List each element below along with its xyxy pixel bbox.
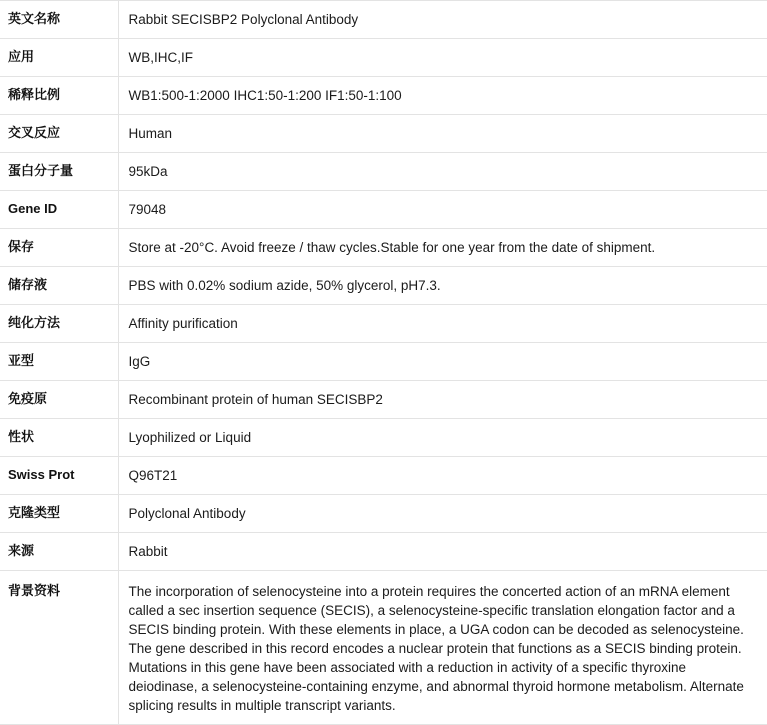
table-row [0, 533, 767, 571]
row-label: 稀释比例 [0, 77, 118, 115]
table-row [0, 153, 767, 191]
row-value: Lyophilized or Liquid [128, 430, 252, 445]
table-row [0, 267, 767, 305]
row-value: Rabbit SECISBP2 Polyclonal Antibody [128, 12, 359, 27]
row-value: Recombinant protein of human SECISBP2 [128, 392, 383, 407]
row-label: 亚型 [0, 343, 118, 381]
row-label: 来源 [0, 533, 118, 571]
row-label: 克隆类型 [0, 495, 118, 533]
table-row [0, 457, 767, 495]
table-row [0, 571, 767, 725]
table-row [0, 115, 767, 153]
row-value: The incorporation of selenocysteine into a protein requires the concerted action of an mRNA element called a sec insertion sequence (SECIS), a selenocysteine-specific translation elongation factor and a SECIS binding protein. With these elements in place, a UGA codon can be decoded as selenocysteine. The gene described in this record encodes a nuclear protein that functions as a SECIS binding protein. Mutations in this gene have been associated with a reduction in activity of a specific thyroxine deiodinase, a selenocysteine-containing enzyme, and abnormal thyroid hormone metabolism. Alternate splicing results in multiple transcript variants. [128, 584, 744, 713]
table-row [0, 77, 767, 115]
table-row [0, 305, 767, 343]
row-label: 应用 [0, 39, 118, 77]
row-value: Rabbit [128, 544, 168, 559]
table-row [0, 419, 767, 457]
row-value: Q96T21 [128, 468, 178, 483]
row-label: 英文名称 [0, 1, 118, 39]
row-value: Polyclonal Antibody [128, 506, 246, 521]
table-row [0, 381, 767, 419]
row-label: Gene ID [0, 191, 118, 229]
row-label: 储存液 [0, 267, 118, 305]
row-value: IgG [128, 354, 151, 369]
table-row [0, 495, 767, 533]
row-value: Store at -20°C. Avoid freeze / thaw cycles.Stable for one year from the date of shipment. [128, 240, 656, 255]
row-label: 性状 [0, 419, 118, 457]
row-value: 79048 [128, 202, 167, 217]
table-row [0, 343, 767, 381]
row-value: WB,IHC,IF [128, 50, 193, 65]
row-label: 保存 [0, 229, 118, 267]
row-label: 蛋白分子量 [0, 153, 118, 191]
row-value: 95kDa [128, 164, 168, 179]
row-label: Swiss Prot [0, 457, 118, 495]
table-row [0, 39, 767, 77]
row-label: 背景资料 [0, 571, 118, 725]
spec-table-body [0, 1, 767, 725]
table-row [0, 229, 767, 267]
table-row [0, 1, 767, 39]
row-value: PBS with 0.02% sodium azide, 50% glycerol, pH7.3. [128, 278, 441, 293]
row-value: WB1:500-1:2000 IHC1:50-1:200 IF1:50-1:100 [128, 88, 402, 103]
row-value: Affinity purification [128, 316, 238, 331]
table-row [0, 191, 767, 229]
row-value: Human [128, 126, 173, 141]
row-label: 纯化方法 [0, 305, 118, 343]
row-label: 免疫原 [0, 381, 118, 419]
row-label: 交叉反应 [0, 115, 118, 153]
